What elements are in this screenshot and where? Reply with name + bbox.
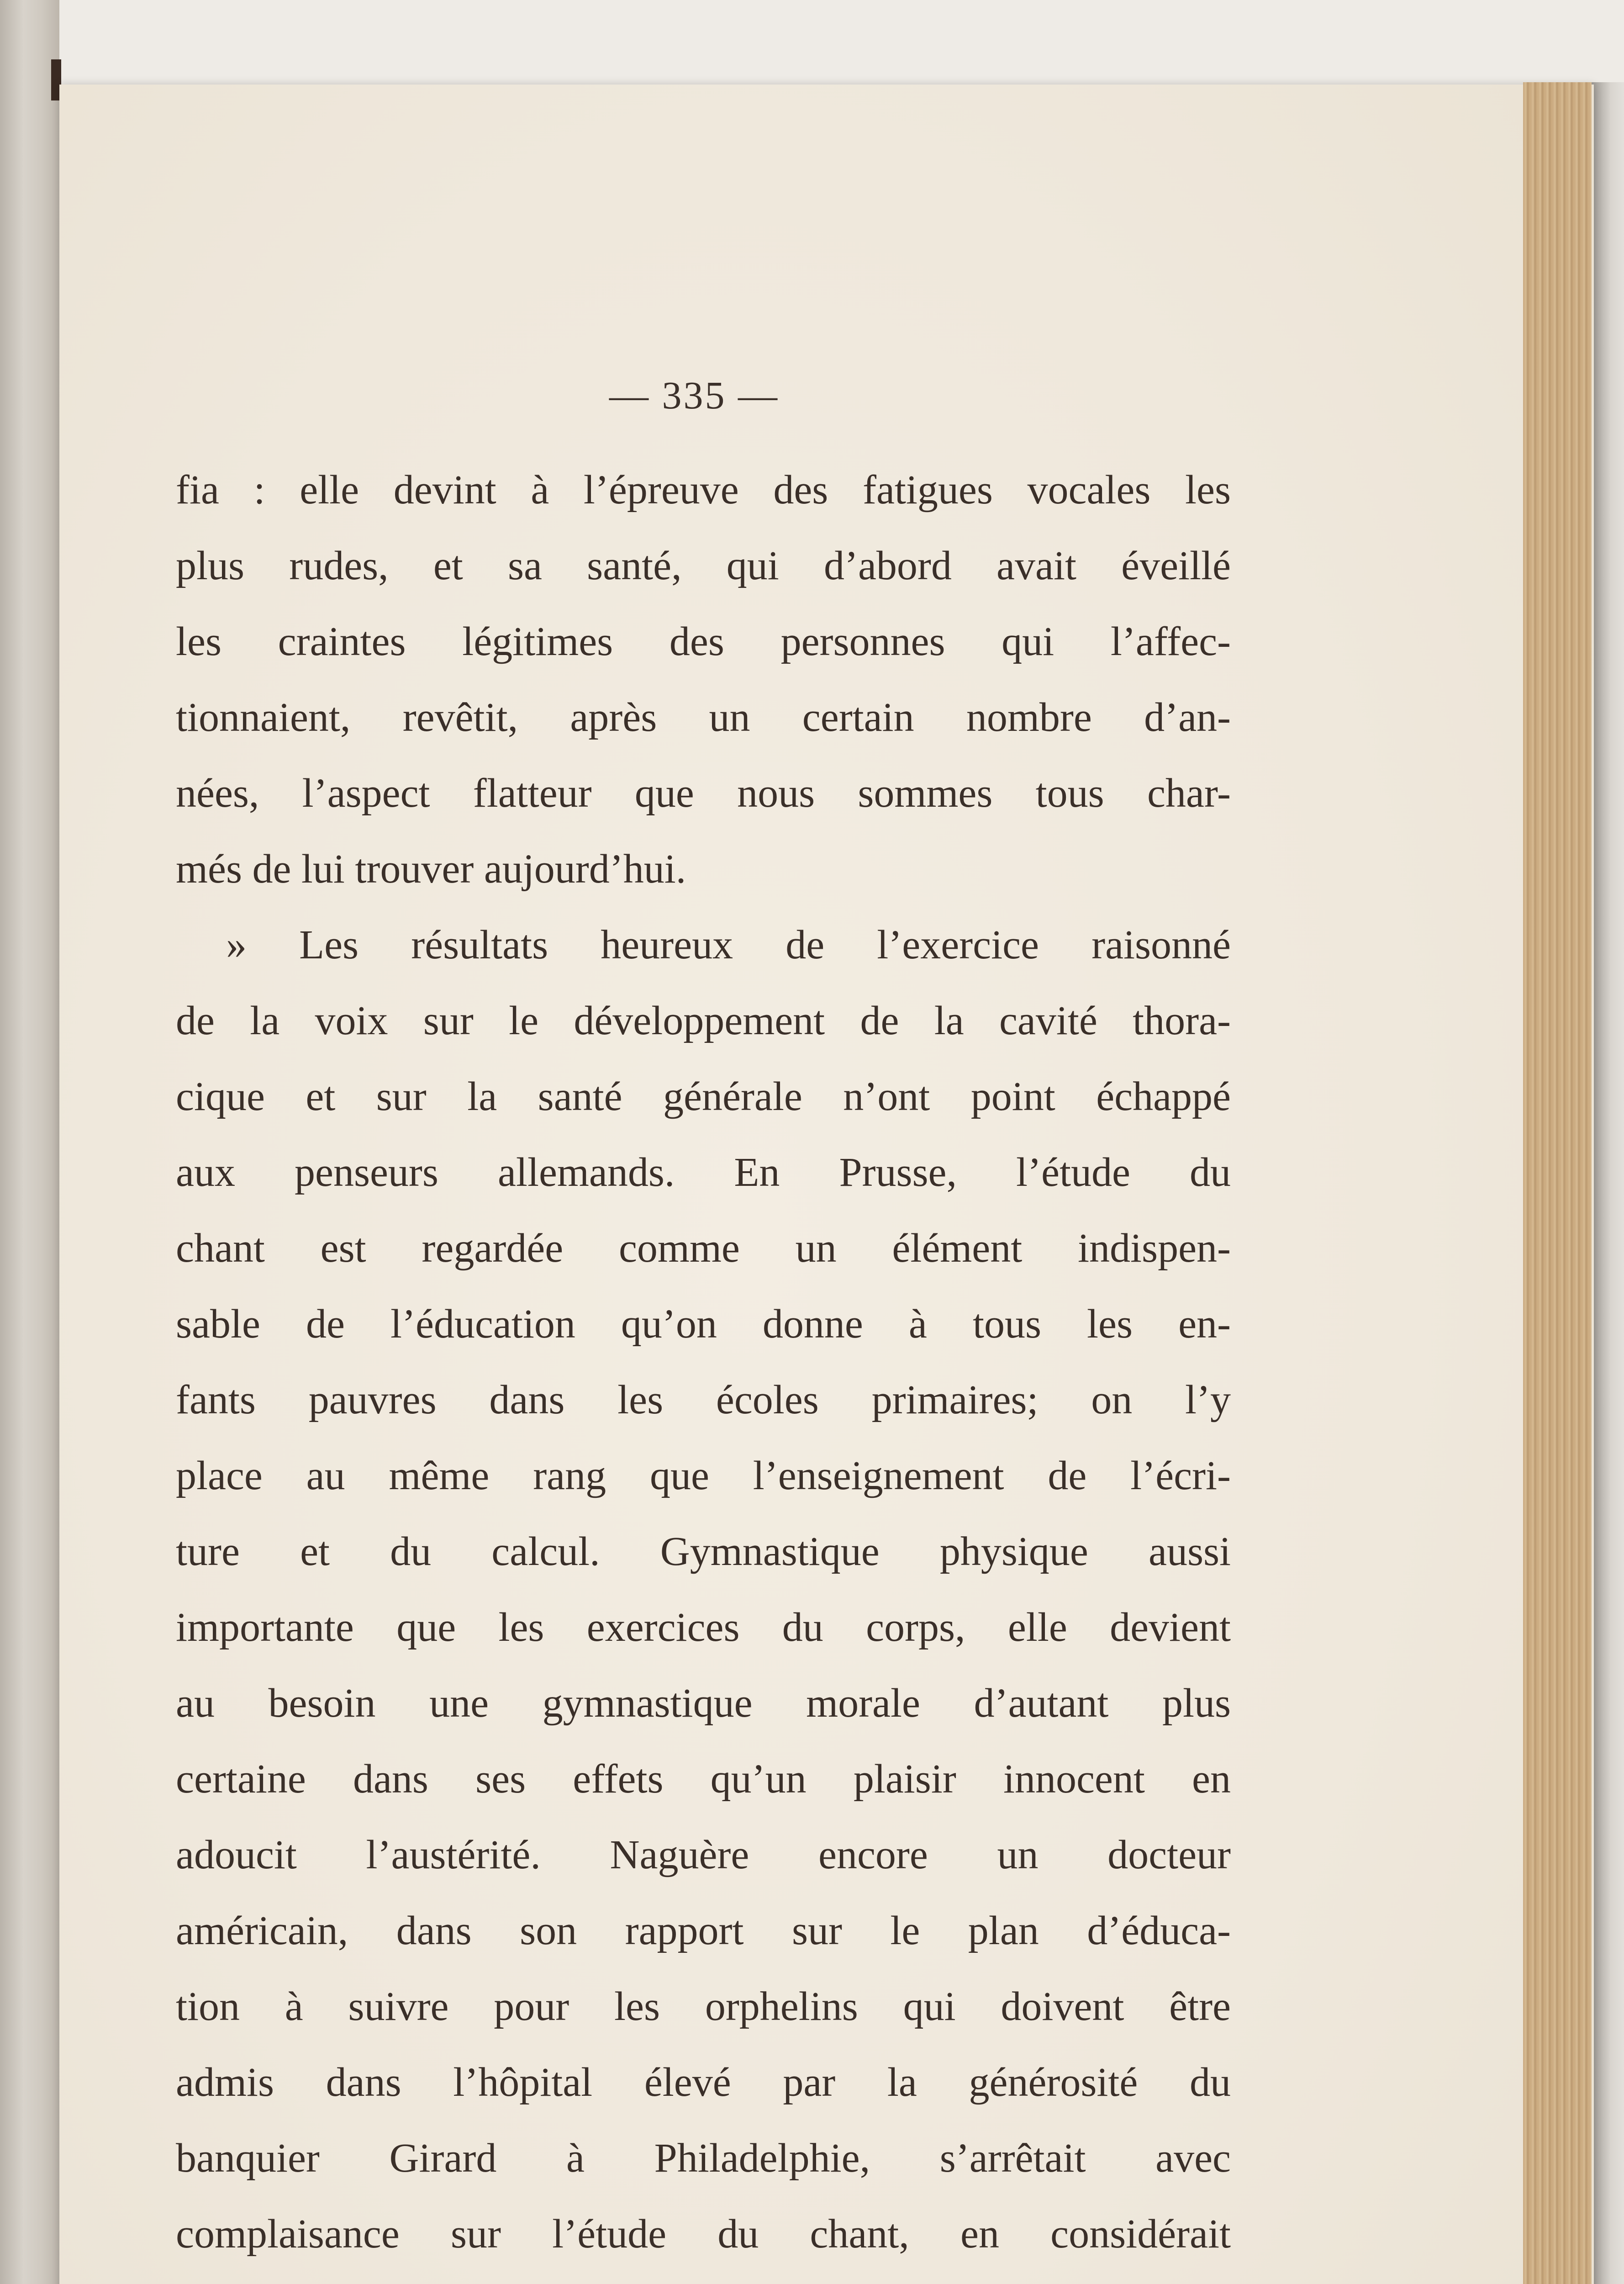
- text-line: banquier Girard à Philadelphie, s’arrêtait avec: [176, 2136, 1231, 2181]
- text-line: américain, dans son rapport sur le plan d’éduca-: [176, 1908, 1231, 1953]
- text-line: » Les résultats heureux de l’exercice raisonné: [226, 922, 1231, 968]
- text-line: fants pauvres dans les écoles primaires; on l’y: [176, 1377, 1231, 1422]
- text-line: les craintes légitimes des personnes qui l’affec-: [176, 619, 1231, 664]
- text-line: importante que les exercices du corps, elle devient: [176, 1605, 1231, 1650]
- text-line: fia : elle devint à l’épreuve des fatigues vocales les: [176, 467, 1231, 513]
- page-edges: [1523, 82, 1592, 2284]
- text-line: chant est regardée comme un élément indispen-: [176, 1226, 1231, 1271]
- text-line: tionnaient, revêtit, après un certain nombre d’an-: [176, 695, 1231, 740]
- text-line: plus rudes, et sa santé, qui d’abord avait éveillé: [176, 543, 1231, 588]
- text-line: sable de l’éducation qu’on donne à tous les en-: [176, 1301, 1231, 1347]
- book-binding: [0, 0, 59, 2284]
- text-line: adoucit l’austérité. Naguère encore un docteur: [176, 1832, 1231, 1877]
- text-line: complaisance sur l’étude du chant, en considérait: [176, 2211, 1231, 2257]
- text-line: més de lui trouver aujourd’hui.: [176, 846, 686, 892]
- page-edge-shadow: [1592, 82, 1624, 2284]
- page-number: — 335 —: [609, 373, 779, 417]
- text-line: admis dans l’hôpital élevé par la générosité du: [176, 2060, 1231, 2105]
- text-line: [176, 2272, 1231, 2284]
- text-line: de la voix sur le développement de la cavité thora-: [176, 998, 1231, 1043]
- body-text: [176, 452, 1231, 2284]
- text-line: aux penseurs allemands. En Prusse, l’étude du: [176, 1150, 1231, 1195]
- text-line: certaine dans ses effets qu’un plaisir innocent en: [176, 1756, 1231, 1802]
- text-line: ture et du calcul. Gymnastique physique aussi: [176, 1529, 1231, 1574]
- text-line: tion à suivre pour les orphelins qui doivent être: [176, 1984, 1231, 2029]
- text-line: au besoin une gymnastique morale d’autant plus: [176, 1681, 1231, 1726]
- text-line: cique et sur la santé générale n’ont point échappé: [176, 1074, 1231, 1119]
- text-line: place au même rang que l’enseignement de l’écri-: [176, 1453, 1231, 1498]
- text-line: nées, l’aspect flatteur que nous sommes tous char-: [176, 771, 1231, 816]
